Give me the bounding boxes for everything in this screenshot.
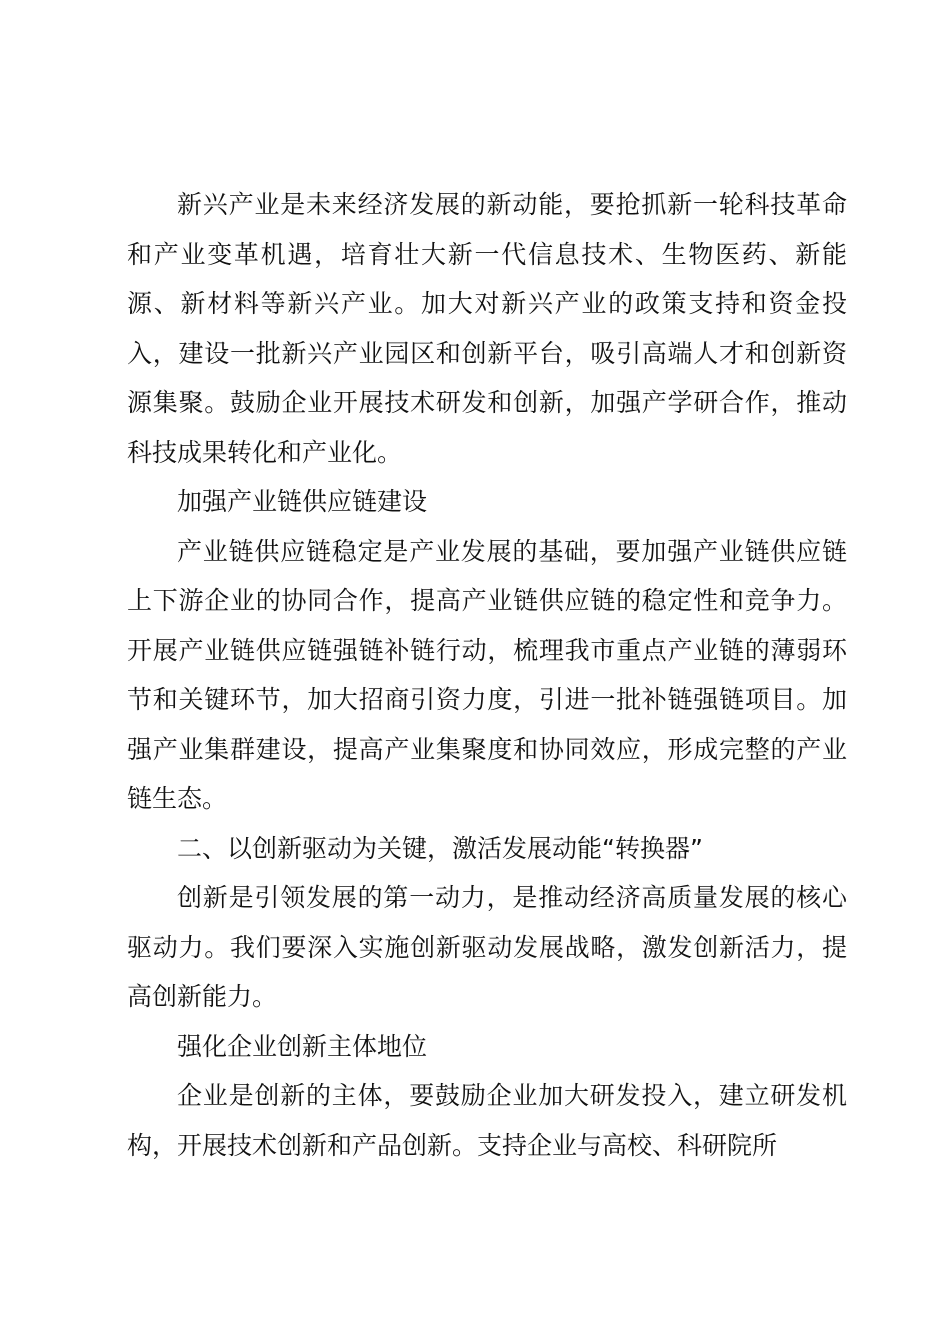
document-body <box>127 180 847 1170</box>
section-heading-innovation: 二、以创新驱动为关键，激活发展动能“转换器” <box>177 833 703 863</box>
paragraph-enterprise-innovation: 企业是创新的主体，要鼓励企业加大研发投入，建立研发机构，开展技术创新和产品创新。支持企业与高校、科研院所 <box>127 1081 847 1160</box>
paragraph-innovation: 创新是引领发展的第一动力，是推动经济高质量发展的核心驱动力。我们要深入实施创新驱动发展战略，激发创新活力，提高创新能力。 <box>127 883 847 1011</box>
heading-supply-chain: 加强产业链供应链建设 <box>177 487 428 516</box>
heading-enterprise-innovation: 强化企业创新主体地位 <box>177 1031 428 1061</box>
paragraph-emerging-industries: 新兴产业是未来经济发展的新动能，要抢抓新一轮科技革命和产业变革机遇，培育壮大新一代信息技术、生物医药、新能源、新材料等新兴产业。加大对新兴产业的政策支持和资金投入，建设一批新兴产业园区和创新平台，吸引高端人才和创新资源集聚。鼓励企业开展技术研发和创新，加强产学研合作，推动科技成果转化和产业化。 <box>127 190 847 467</box>
paragraph-supply-chain: 产业链供应链稳定是产业发展的基础，要加强产业链供应链上下游企业的协同合作，提高产业链供应链的稳定性和竞争力。开展产业链供应链强链补链行动，梳理我市重点产业链的薄弱环节和关键环节，加大招商引资力度，引进一批补链强链项目。加强产业集群建设，提高产业集聚度和协同效应，形成完整的产业链生态。 <box>127 536 847 813</box>
